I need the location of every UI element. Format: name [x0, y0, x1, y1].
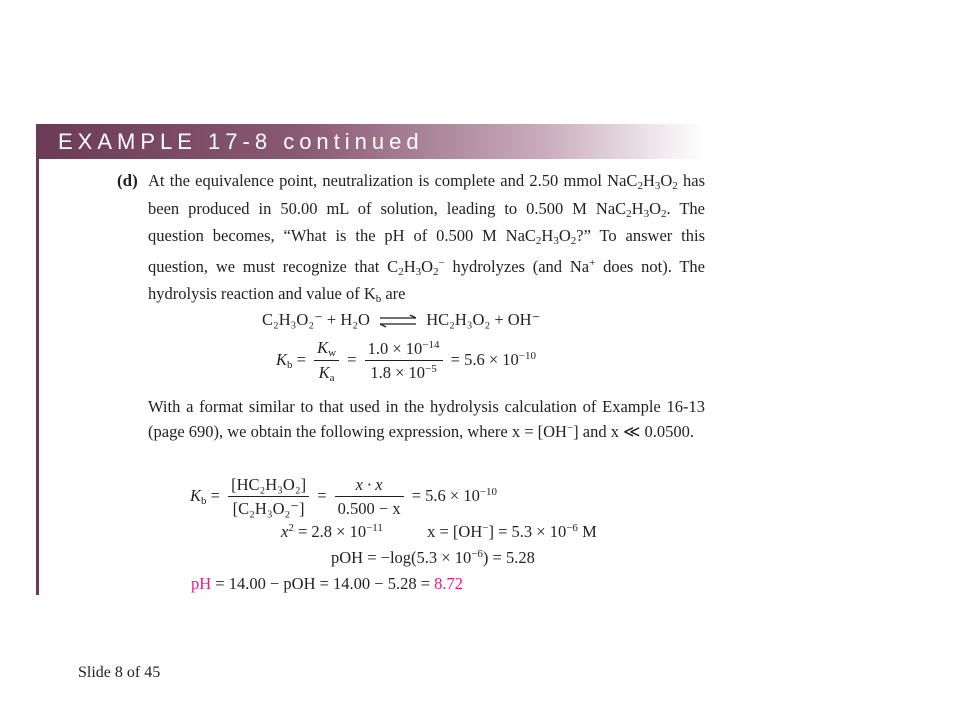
- part-label: (d): [117, 171, 138, 190]
- reaction-right: HC₂H₃O₂ + OH⁻: [426, 310, 541, 329]
- example-banner: [36, 124, 704, 159]
- slide-number: Slide 8 of 45: [78, 664, 161, 681]
- left-rule: [36, 159, 39, 595]
- numeric-fraction: $\frac{1.0 \times 10^{-14}}{1.8 \times 10^{-5}}$: [365, 339, 443, 383]
- kb-equation-2: $K_b$ = $\frac{\text{[HC₂H₃O₂]}}{\text{[C₂H₃O₂⁻]}}$ = $\frac{x \cdot x}{0.500 - x}$ = $5.6 \times 10^{-10}$: [190, 475, 498, 518]
- ph-answer: 8.72: [434, 574, 464, 593]
- equilibrium-arrows-icon: [378, 314, 418, 328]
- ph-line: pH = 14.00 − pOH = 14.00 − 5.28 = 8.72: [191, 574, 464, 593]
- kb-equation-1: $K_b$ = $\frac{K_w}{K_a}$ = $\frac{1.0 \times 10^{-14}}{1.8 \times 10^{-5}}$ = $5.6 \times 10^{-10}$: [276, 338, 536, 384]
- x-squared-line: $x^2 = 2.8 \times 10^{-11}$ $x = [OH^-] = 5.3 \times 10^{-6}$ M: [281, 522, 597, 541]
- concentration-fraction: $\frac{\text{[HC₂H₃O₂]}}{\text{[C₂H₃O₂⁻]}}$: [228, 475, 309, 519]
- poh-line: pOH = $-\log(5.3 \times 10^{-6}) = 5.28$: [331, 548, 535, 567]
- reaction-left: C₂H₃O₂⁻ + H₂O: [262, 310, 370, 329]
- paragraph-2: With a format similar to that used in the hydrolysis calculation of Example 16-13 (page 690), we obtain the following expression, where x = [OH−] and x ≪ 0.0500.: [148, 397, 705, 441]
- kw-over-ka: $\frac{K_w}{K_a}$: [314, 338, 339, 384]
- ph-label: pH: [191, 574, 212, 593]
- example-title: EXAMPLE 17-8 continued: [58, 129, 424, 154]
- paragraph-1: At the equivalence point, neutralization is complete and 2.50 mmol $NaC_2H_3O_2$ has been produced in 50.00 mL of solution, leading to 0.500 M $NaC_2H_3O_2$. The question becomes, “What is the pH of 0.500 M $NaC_2H_3O_2$?” To answer this question, we must recognize that $C_2H_3O_2^-$ hydrolyzes (and Na+ does not). The hydrolysis reaction and value of $K_b$ are: [148, 171, 706, 305]
- hydrolysis-reaction: [262, 310, 540, 330]
- x-fraction: $\frac{x \cdot x}{0.500 - x}$: [335, 475, 404, 519]
